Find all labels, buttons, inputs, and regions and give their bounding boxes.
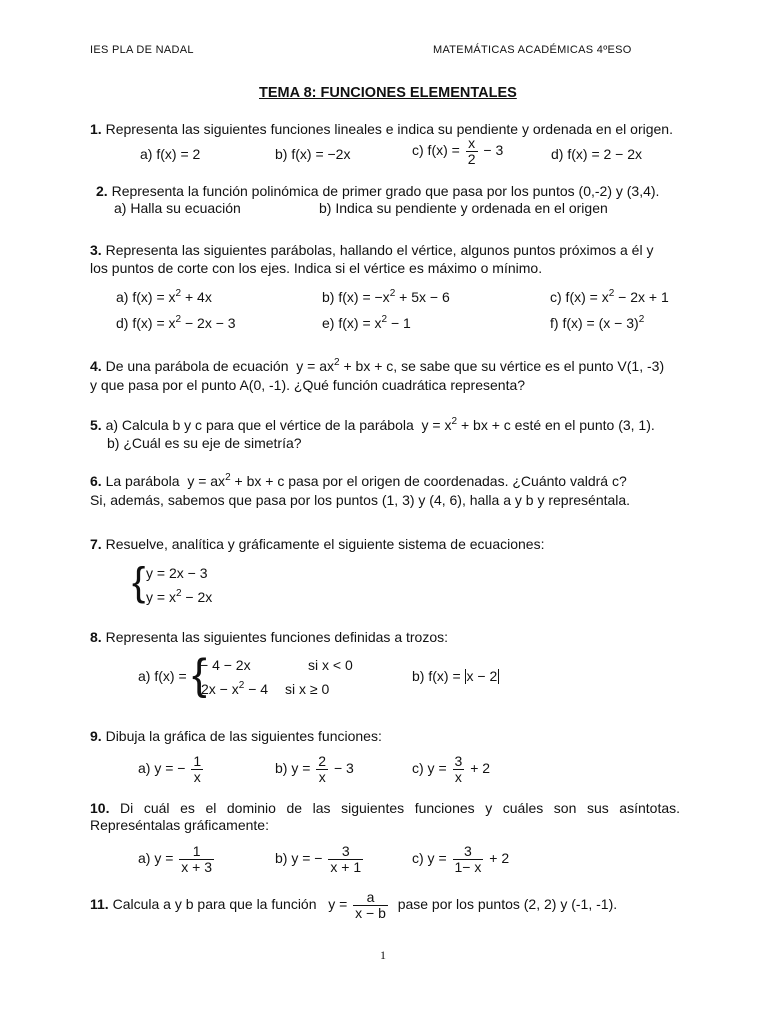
q10-item-c: c) y = $\frac{3}{1- x}$ + 2 [412, 843, 510, 875]
q1-item-c: c) f(x) = $\frac{x}{2}$ − 3 [412, 135, 504, 167]
left-brace: { [192, 650, 207, 699]
fraction: $\frac{3}{1- x}$ [454, 843, 482, 875]
q1-item-b: b) f(x) = −2x [275, 146, 351, 162]
question-6: 6. La parábola $y = ax^2$ + bx + c pasa por el origen de coordenadas. ¿Cuánto valdrá c? [90, 472, 627, 489]
question-number: 4. [90, 358, 102, 374]
fraction: $\frac{a}{x - b}$ [355, 889, 386, 921]
question-number: 5. [90, 417, 102, 433]
q10-item-b: b) y = − $\frac{3}{x + 1}$ [275, 843, 362, 875]
absolute-value: x − 2 [466, 668, 498, 684]
q10-item-a: a) y = $\frac{1}{x + 3}$ [138, 843, 213, 875]
question-1 [90, 120, 673, 138]
q3-item-e: e) $f(x) = x^2 - 1$ [322, 314, 411, 331]
equation: $y = ax^2$ + bx + c [296, 357, 394, 374]
q8-item-b: b) f(x) = x − 2 [412, 668, 498, 684]
question-10-line2: Represéntalas gráficamente: [90, 817, 269, 833]
question-number: 6. [90, 473, 102, 489]
q9-item-a: a) y = − $\frac{1}{x}$ [138, 753, 202, 785]
question-number: 2. [96, 183, 108, 199]
question-number: 10. [90, 800, 110, 816]
q1-item-d: d) f(x) = 2 − 2x [551, 146, 643, 162]
fraction: $\frac{3}{x + 1}$ [330, 843, 362, 875]
q8-item-a-label: a) f(x) = [138, 668, 187, 684]
question-number: 9. [90, 728, 102, 744]
fraction: $\frac{1}{x + 3}$ [181, 843, 213, 875]
question-9: 9. Dibuja la gráfica de las siguientes funciones: [90, 728, 382, 744]
fraction: $\frac{1}{x}$ [193, 753, 202, 785]
piece-1-condition: si x < 0 [308, 657, 353, 673]
question-5: 5. a) Calcula b y c para que el vértice de la parábola $y = x^2$ + bx + c esté en el punto (3, 1). [90, 416, 655, 433]
equation: y = $\frac{a}{x - b}$ [328, 889, 386, 921]
q9-item-c: c) y = $\frac{3}{x}$ + 2 [412, 753, 491, 785]
question-5-line2: b) ¿Cuál es su eje de simetría? [107, 435, 302, 451]
q3-item-d: d) $f(x) = x^2 - 2x - 3$ [116, 314, 236, 331]
system-eq-1: y = 2x − 3 [146, 565, 208, 581]
question-text: Representa las siguientes parábolas, hallando el vértice, algunos puntos próximos a él y [105, 242, 654, 258]
fraction: $\frac{x}{2}$ [467, 135, 476, 167]
question-text: Representa las siguientes funciones lineales e indica su pendiente y ordenada en el origen. [105, 121, 673, 137]
question-8: 8. Representa las siguientes funciones definidas a trozos: [90, 629, 449, 645]
q3-item-a: a) $f(x) = x^2 + 4x$ [116, 288, 212, 305]
page-title: TEMA 8: FUNCIONES ELEMENTALES [259, 85, 517, 101]
question-number: 3. [90, 242, 102, 258]
equation: $y = x^2$ + bx + c [421, 416, 511, 433]
q2-item-a: a) Halla su ecuación [114, 200, 241, 216]
equation: $y = ax^2$ + bx + c [187, 472, 285, 489]
q1-item-a: a) f(x) = 2 [140, 146, 201, 162]
left-brace: { [132, 560, 146, 604]
piece-2-condition: si x ≥ 0 [285, 681, 330, 697]
question-2 [96, 182, 659, 200]
system-eq-2: $y = x^2 - 2x$ [146, 588, 213, 605]
header-course: MATEMÁTICAS ACADÉMICAS 4ºESO [433, 44, 632, 56]
header-school: IES PLA DE NADAL [90, 44, 194, 56]
question-number: 1. [90, 121, 102, 137]
q2-item-b: b) Indica su pendiente y ordenada en el origen [319, 200, 608, 216]
question-text: Representa la función polinómica de primer grado que pasa por los puntos (0,-2) y (3,4). [111, 183, 660, 199]
question-number: 11. [90, 896, 109, 913]
question-10: 10. Di cuál es el dominio de las siguientes funciones y cuáles son sus asíntotas. [90, 800, 681, 816]
q3-item-c: c) $f(x) = x^2 - 2x + 1$ [550, 288, 669, 305]
piece-1-expr: − 4 − 2x [200, 657, 251, 673]
question-4-line2: y que pasa por el punto A(0, -1). ¿Qué función cuadrática representa? [90, 377, 526, 393]
q3-item-b: b) $f(x) = -x^2 + 5x - 6$ [322, 288, 450, 305]
question-number: 7. [90, 536, 102, 552]
q9-item-b: b) y = $\frac{2}{x}$ − 3 [275, 753, 354, 785]
question-11: 11. Calcula a y b para que la función y = $\frac{a}{x - b}$ pase por los puntos (2, 2) y (-1, -1). [90, 889, 618, 921]
fraction: $\frac{2}{x}$ [318, 753, 327, 785]
piece-2-expr: $2x - x^2 - 4$ [201, 680, 269, 697]
question-number: 8. [90, 629, 102, 645]
question-6-line2: Si, además, sabemos que pasa por los puntos (1, 3) y (4, 6), halla a y b y represéntala. [90, 492, 631, 508]
q3-item-f: f) $f(x) = (x - 3)^2$ [550, 314, 645, 331]
fraction: $\frac{3}{x}$ [454, 753, 463, 785]
question-3 [90, 241, 653, 259]
question-4: 4. De una parábola de ecuación $y = ax^2$ + bx + c, se sabe que su vértice es el punto V(1, -3) [90, 357, 665, 374]
question-3-line2: los puntos de corte con los ejes. Indica si el vértice es máximo o mínimo. [90, 260, 543, 276]
page-number: 1 [380, 948, 386, 962]
question-7: 7. Resuelve, analítica y gráficamente el siguiente sistema de ecuaciones: [90, 536, 545, 552]
